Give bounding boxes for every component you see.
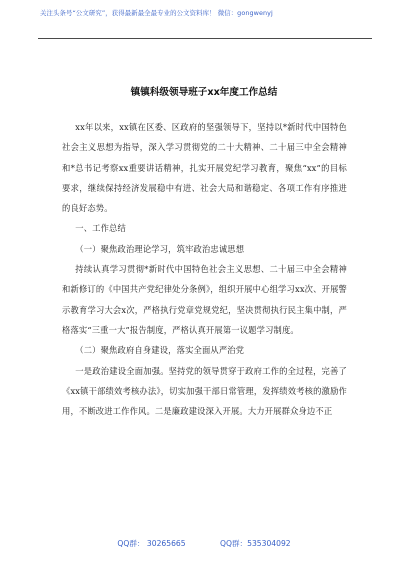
footer-qq-1: QQ群： 30265665 (117, 539, 186, 548)
subsection-heading-2: （二）聚焦政府自身建设，落实全面从严治党 (75, 345, 245, 356)
section-heading: 一、工作总结 (75, 223, 126, 234)
paragraph-governance: 一是政治建设全面加强。坚持党的领导贯穿于政府工作的全过程，完善了《xx镇干部绩效考核办法》，切实加强干部日常管理，发挥绩效考核的激励作用，不断改进工作作风。二是廉政建设深入开展。大力开展群众身边不正 (62, 365, 347, 417)
paragraph-study: 持续认真学习贯彻*新时代中国特色社会主义思想、二十届三中全会精神和新修订的《中国共产党纪律处分条例》，组织开展中心组学习xx次、开展警示教育学习大会x次，严格执行党章党规党纪，坚决贯彻执行民主集中制，严格落实“三重一大”报告制度，严格认真开展第一议题学习制度。 (62, 264, 347, 335)
document-body (62, 117, 347, 421)
footer-qq-2: QQ群：535304092 (220, 539, 291, 548)
page-title: 镇镇科级领导班子xx年度工作总结 (130, 87, 278, 98)
subsection-heading-1: （一）聚焦政治理论学习，筑牢政治忠诚思想 (75, 243, 245, 254)
footer-contact (0, 538, 408, 549)
header-promo: 关注头条号“公文研究”，获得最新最全最专业的公文资料库！ 微信：gongwenyj (40, 9, 273, 17)
paragraph-intro: xx年以来，xx镇在区委、区政府的坚强领导下，坚持以*新时代中国特色社会主义思想为指导，深入学习贯彻党的二十大精神、二十届三中全会精神和*总书记考察xx重要讲话精神，扎实开展党纪学习教育，聚焦“xx”的目标要求，继续保持经济发展稳中有进、社会大局和谐稳定、各项工作有序推进的良好态势。 (62, 122, 347, 214)
header-divider (38, 38, 372, 39)
